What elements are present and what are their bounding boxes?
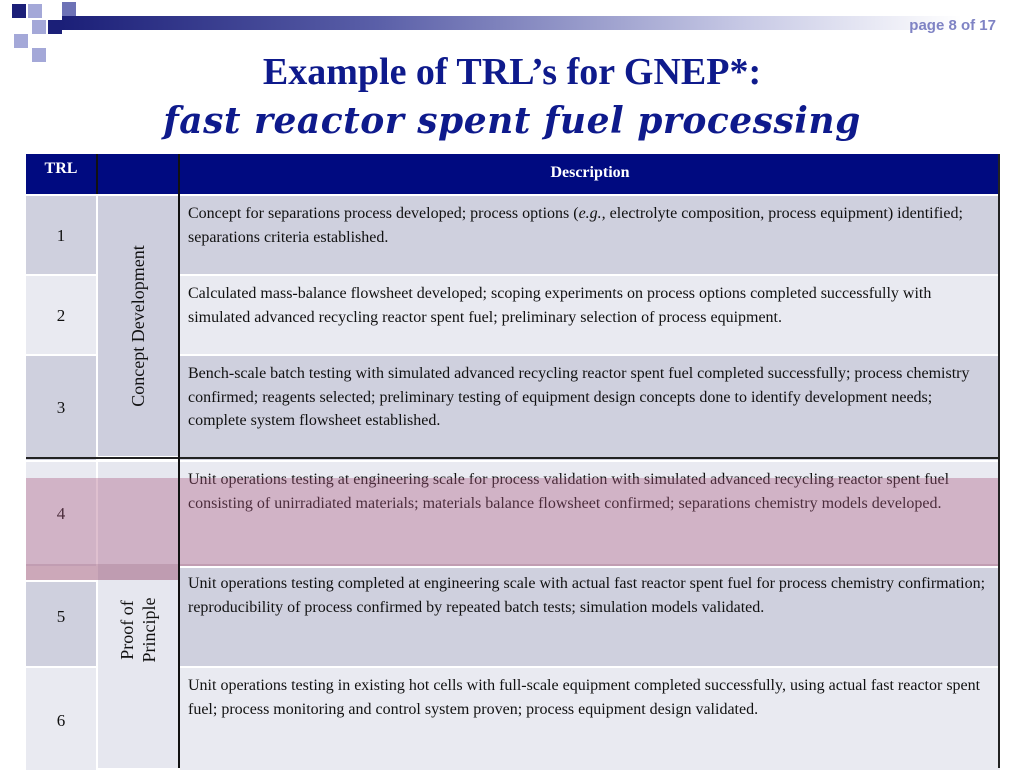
trl-cell-5: 5 bbox=[26, 580, 96, 668]
trl-cell-3: 3 bbox=[26, 354, 96, 460]
description-cell-6: Unit operations testing in existing hot cells with full-scale equipment completed successfully, using actual fast reactor spent fuel; process monitoring and control system proven; process equipment design validated. bbox=[180, 666, 1000, 770]
description-cell-1 bbox=[180, 194, 1000, 276]
header-trl: TRL bbox=[26, 154, 96, 194]
phase-label-concept: Concept Development bbox=[128, 245, 148, 407]
phase-label-proof bbox=[116, 598, 160, 663]
corner-square-5 bbox=[48, 20, 62, 34]
page-indicator: page 8 of 17 bbox=[909, 17, 996, 34]
description-1-italic: e.g., bbox=[578, 205, 606, 222]
description-1-text: Concept for separations process developed; process options ( bbox=[188, 205, 579, 222]
table-right-border bbox=[998, 154, 1000, 768]
corner-square-4 bbox=[32, 20, 46, 34]
slide-title: Example of TRL’s for GNEP*: bbox=[262, 51, 762, 93]
trl-column-border bbox=[96, 154, 98, 194]
trl-cell-6: 6 bbox=[26, 666, 96, 770]
section-divider bbox=[26, 457, 1000, 459]
phase-label-proof-line1: Proof of bbox=[117, 600, 137, 660]
corner-square-3 bbox=[62, 2, 76, 16]
corner-square-1 bbox=[12, 4, 26, 18]
trl-cell-4: 4 bbox=[26, 460, 96, 566]
header-description: Description bbox=[180, 154, 1000, 194]
description-cell-3: Bench-scale batch testing with simulated advanced recycling reactor spent fuel completed successfully; process chemistry confirmed; reagents selected; preliminary testing of equipment design concepts done to identify development needs; complete system flowsheet established. bbox=[180, 354, 1000, 460]
description-1-text-end: electrolyte composition, process equipment) identified; separations criteria established. bbox=[188, 205, 963, 246]
description-cell-4: Unit operations testing at engineering scale for process validation with simulated advanced recycling reactor spent fuel consisting of unirradiated materials; materials balance flowsheet confirmed; separations chemistry models developed. bbox=[180, 460, 1000, 566]
description-cell-2: Calculated mass-balance flowsheet developed; scoping experiments on process options completed successfully with simulated advanced recycling reactor spent fuel; preliminary selection of process equipment. bbox=[180, 274, 1000, 356]
header-phase bbox=[98, 154, 178, 194]
header-gradient-bar bbox=[62, 16, 962, 30]
phase-column-border bbox=[178, 154, 180, 768]
description-cell-5: Unit operations testing completed at engineering scale with actual fast reactor spent fuel for process chemistry confirmation; reproducibility of process confirmed by repeated batch tests; simulation models validated. bbox=[180, 566, 1000, 666]
trl-cell-2: 2 bbox=[26, 274, 96, 356]
corner-square-2 bbox=[28, 4, 42, 18]
phase-label-proof-line2: Principle bbox=[139, 597, 159, 663]
corner-square-6 bbox=[14, 34, 28, 48]
trl-cell-1: 1 bbox=[26, 194, 96, 276]
slide-subtitle: fast reactor spent fuel processing bbox=[163, 100, 861, 142]
phase-concept-development bbox=[98, 196, 178, 456]
